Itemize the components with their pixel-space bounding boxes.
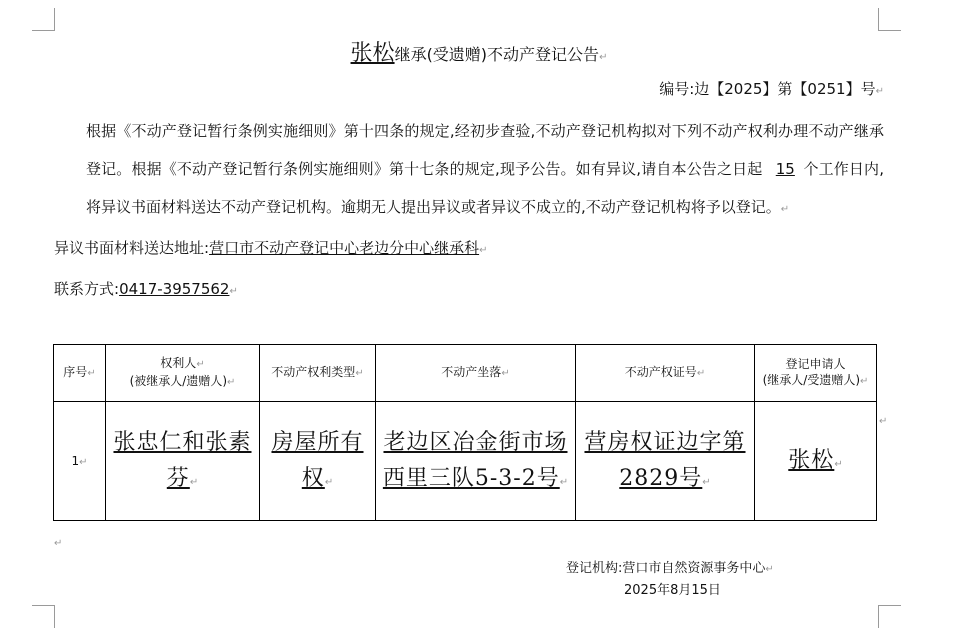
title-name: 张松 [350, 41, 395, 66]
header-holder: 权利人↵ (被继承人/遗赠人)↵ [106, 345, 260, 402]
paragraph-mark-icon: ↵ [479, 245, 488, 256]
registration-table [53, 344, 877, 521]
footer-date: 2025年8月15日 [624, 583, 721, 598]
cell-location: 老边区冶金街市场西里三队5-3-2号↵ [376, 402, 576, 521]
footer: 登记机构:营口市自然资源事务中心↵ 2025年8月15日 [566, 558, 774, 601]
cell-right-type: 房屋所有权↵ [260, 402, 376, 521]
header-seq: 序号↵ [54, 345, 106, 402]
paragraph-mark-icon: ↵ [229, 286, 238, 297]
table-row [54, 402, 877, 521]
table-header-row [54, 345, 877, 402]
paragraph-mark-icon: ↵ [875, 86, 884, 97]
document-number-text: 编号:边【2025】第【0251】号 [659, 80, 876, 98]
cell-cert: 营房权证边字第2829号↵ [576, 402, 755, 521]
objection-days: 15 [775, 160, 795, 178]
contact-line [54, 270, 884, 311]
address-line [54, 229, 884, 270]
empty-paragraph-mark-icon: ↵ [54, 538, 63, 549]
cell-holder: 张忠仁和张素芬↵ [106, 402, 260, 521]
crop-mark-bottom-left [32, 605, 55, 628]
row-end-mark-icon: ↵ [879, 416, 888, 427]
header-applicant: 登记申请人 (继承人/受遗赠人)↵ [755, 345, 877, 402]
main-paragraph [54, 112, 884, 229]
address-label: 异议书面材料送达地址: [54, 239, 210, 257]
contact-value: 0417-3957562 [119, 280, 230, 298]
document-title [0, 36, 958, 67]
header-location: 不动产坐落↵ [376, 345, 576, 402]
title-rest: 继承(受遗赠)不动产登记公告 [394, 45, 600, 64]
footer-org: 登记机构:营口市自然资源事务中心 [566, 561, 766, 576]
paragraph-mark-icon: ↵ [780, 204, 790, 215]
contact-label: 联系方式: [54, 280, 120, 298]
crop-mark-bottom-right [878, 605, 901, 628]
header-right-type: 不动产权利类型↵ [260, 345, 376, 402]
header-cert: 不动产权证号↵ [576, 345, 755, 402]
crop-mark-top-left [32, 8, 55, 31]
address-value: 营口市不动产登记中心老边分中心继承科 [209, 239, 480, 257]
crop-mark-top-right [878, 8, 901, 31]
paragraph-text-start: 根据《不动产登记暂行条例实施细则》第十四条的规定,经初步查验,不动产登记机构拟对下列不动产权利办理不动产继承登记。根据《不动产登记暂行条例实施细则》第十七条的规定,现予公告。如有异议,请自本公告之日起 [86, 122, 884, 178]
cell-applicant: 张松↵ [755, 402, 877, 521]
cell-seq: 1↵ [54, 402, 106, 521]
announcement-body [54, 112, 884, 311]
document-number [659, 78, 884, 99]
paragraph-mark-icon: ↵ [599, 52, 608, 63]
paragraph-text-end: 个工作日内,将异议书面材料送达不动产登记机构。逾期无人提出异议或者异议不成立的,不动产登记机构将予以登记。 [86, 160, 884, 216]
